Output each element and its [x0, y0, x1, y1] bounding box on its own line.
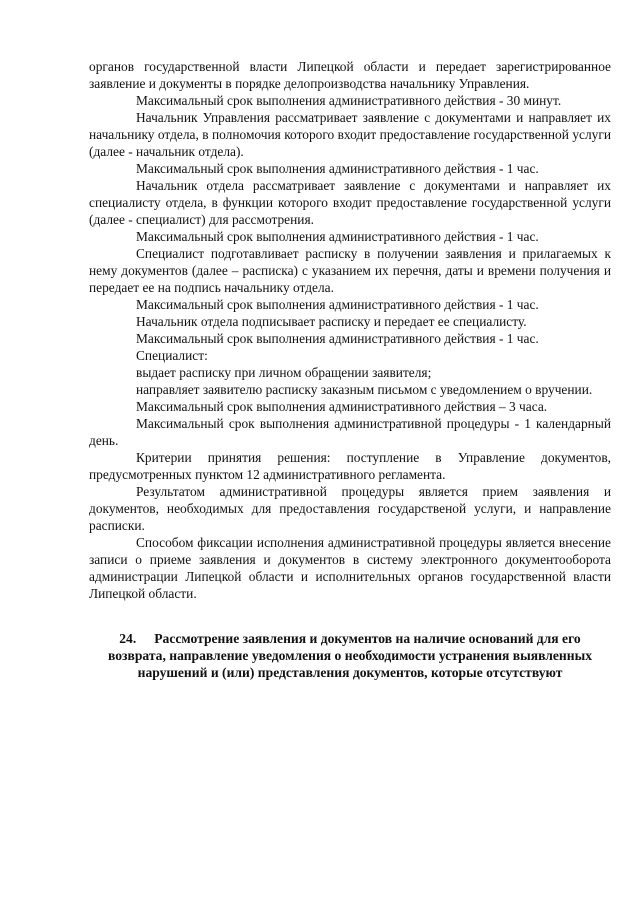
paragraph-specialist-receipt: Специалист подготавливает расписку в получении заявления и прилагаемых к нему документов (далее – расписка) с указанием их перечня, даты и времени получения и передает ее на подпись начальнику отдела.	[89, 246, 611, 295]
paragraph-mail-receipt: направляет заявителю расписку заказным письмом с уведомлением о вручении.	[136, 382, 593, 397]
document-page	[89, 58, 611, 681]
section-number: 24.	[119, 631, 137, 646]
paragraph-signing-receipt: Начальник отдела подписывает расписку и передает ее специалисту.	[136, 314, 527, 329]
paragraph-procedure-deadline: Максимальный срок выполнения административной процедуры - 1 календарный день.	[89, 416, 611, 448]
paragraph-head-of-department-review: Начальник Управления рассматривает заявление с документами и направляет их начальнику отдела, в полномочия которого входит предоставление государственной услуги (далее - начальник отдела).	[89, 110, 611, 159]
paragraph-specialist-label: Специалист:	[136, 348, 208, 363]
paragraph-deadline-30-min: Максимальный срок выполнения административного действия - 30 минут.	[136, 93, 562, 108]
paragraph-section-head-review: Начальник отдела рассматривает заявление с документами и направляет их специалисту отдела, в функции которого входит предоставление государственной услуги (далее - специалист) для рассмотрения.	[89, 178, 611, 227]
paragraph-deadline-1-hour: Максимальный срок выполнения административного действия - 1 час.	[136, 229, 539, 244]
paragraph-decision-criteria: Критерии принятия решения: поступление в Управление документов, предусмотренных пунктом 12 административного регламента.	[89, 450, 611, 482]
paragraph-deadline-1-hour: Максимальный срок выполнения административного действия - 1 час.	[136, 297, 539, 312]
section-title: Рассмотрение заявления и документов на наличие оснований для его возврата, направление уведомления о необходимости устранения выявленных нарушений и (или) представления документов, которые отсутствуют	[107, 631, 593, 680]
paragraph-continuation: органов государственной власти Липецкой области и передает зарегистрированное заявление и документы в порядке делопроизводства начальнику Управления.	[89, 59, 611, 91]
paragraph-procedure-result: Результатом административной процедуры является прием заявления и документов, необходимых для предоставления государственой услуги, и направление расписки.	[89, 484, 611, 533]
section-heading	[89, 630, 611, 681]
paragraph-deadline-1-hour: Максимальный срок выполнения административного действия - 1 час.	[136, 331, 539, 346]
paragraph-issue-receipt: выдает расписку при личном обращении заявителя;	[136, 365, 432, 380]
paragraph-recording-method: Способом фиксации исполнения административной процедуры является внесение записи о приеме заявления и документов в систему электронного документооборота администрации Липецкой области и исполнительных органов государственной власти Липецкой области.	[89, 535, 611, 601]
paragraph-deadline-3-hours: Максимальный срок выполнения административного действия – 3 часа.	[136, 399, 548, 414]
paragraph-deadline-1-hour: Максимальный срок выполнения административного действия - 1 час.	[136, 161, 539, 176]
